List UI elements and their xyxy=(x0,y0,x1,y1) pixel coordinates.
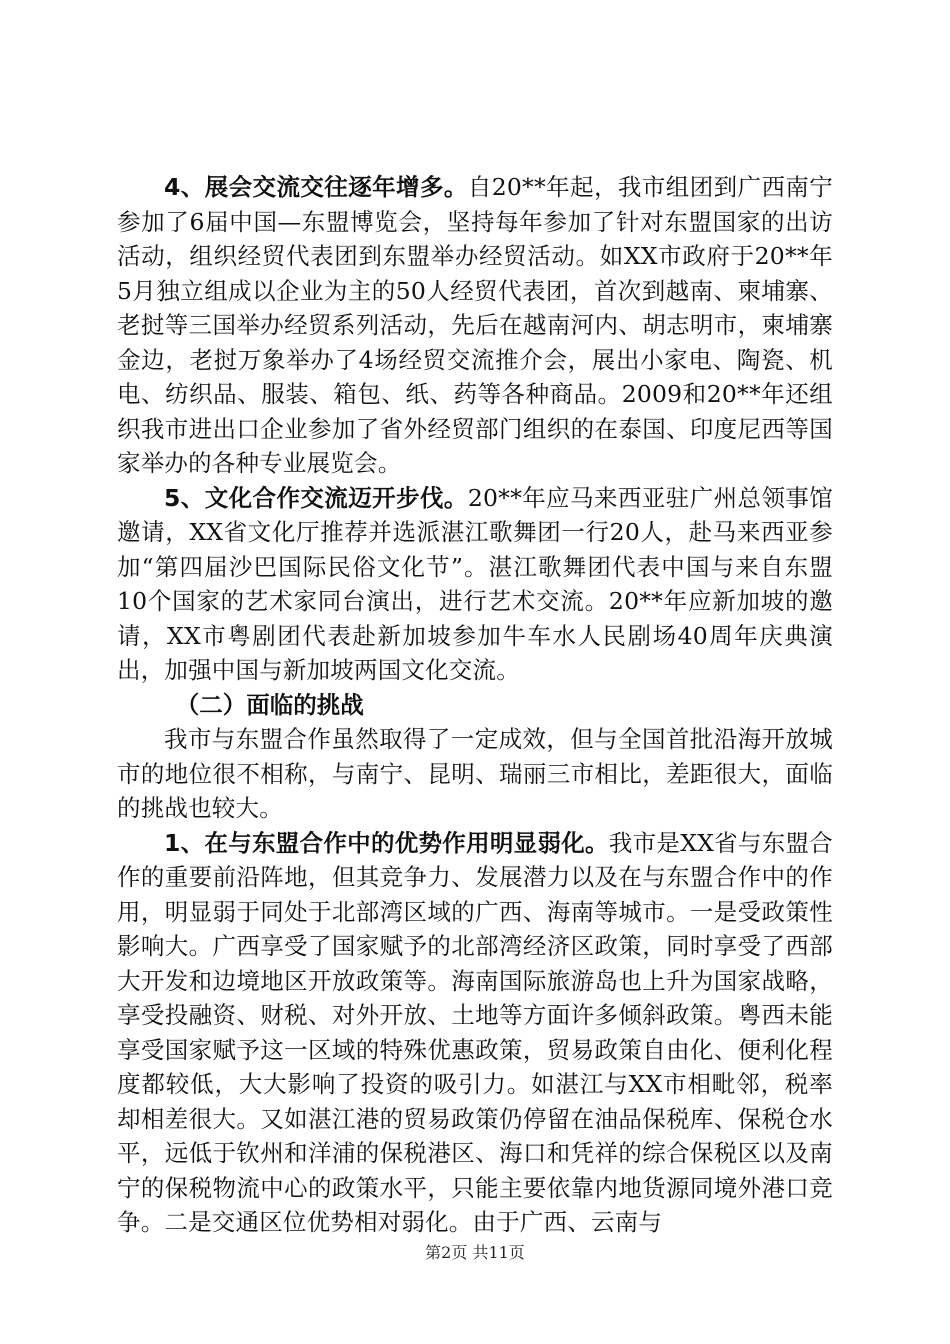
paragraph-text: 自20**年起，我市组团到广西南宁参加了6届中国—东盟博览会，坚持每年参加了针对东盟国家的出访活动，组织经贸代表团到东盟举办经贸活动。如XX市政府于20**年5月独立组成以企业为主的50人经贸代表团，首次到越南、柬埔寨、老挝等三国举办经贸系列活动，先后在越南河内、胡志明市，柬埔寨金边，老挝万象举办了4场经贸交流推介会，展出小家电、陶瓷、机电、纺织品、服装、箱包、纸、药等各种商品。2009和20**年还组织我市进出口企业参加了省外经贸部门组织的在泰国、印度尼西等国家举办的各种专业展览会。 xyxy=(117,173,833,477)
paragraph-lead: 4、展会交流交往逐年增多。 xyxy=(164,173,468,201)
paragraph-intro: 我市与东盟合作虽然取得了一定成效，但与全国首批沿海开放城市的地位很不相称，与南宁、昆明、瑞丽三市相比，差距很大，面临的挑战也较大。 xyxy=(117,725,833,822)
page-footer: 第2页 共11页 xyxy=(425,1243,525,1262)
document-body xyxy=(117,170,833,1240)
paragraph-advantage-weakening xyxy=(117,826,833,1240)
paragraph-culture-exchange xyxy=(117,481,833,688)
paragraph-lead: 1、在与东盟合作中的优势作用明显弱化。 xyxy=(164,828,609,857)
section-heading: （二）面临的挑战 xyxy=(175,690,364,719)
paragraph-text: 20**年应马来西亚驻广州总领事馆邀请，XX省文化厅推荐并选派湛江歌舞团一行20人，赴马来西亚参加“第四届沙巴国际民俗文化节”。湛江歌舞团代表中国与来自东盟10个国家的艺术家同台演出，进行艺术交流。20**年应新加坡的邀请，XX市粤剧团代表赴新加坡参加牛车水人民剧场40周年庆典演出，加强中国与新加坡两国文化交流。 xyxy=(117,483,833,684)
paragraph-lead: 5、文化合作交流迈开步伐。 xyxy=(164,483,468,512)
paragraph-exhibition-exchange xyxy=(117,170,833,481)
paragraph-text: 我市是XX省与东盟合作的重要前沿阵地，但其竞争力、发展潜力以及在与东盟合作中的作用，明显弱于同处于北部湾区域的广西、海南等城市。一是受政策性影响大。广西享受了国家赋予的北部湾经济区政策，同时享受了西部大开发和边境地区开放政策等。海南国际旅游岛也上升为国家战略，享受投融资、财税、对外开放、土地等方面许多倾斜政策。粤西未能享受国家赋予这一区域的特殊优惠政策，贸易政策自由化、便利化程度都较低，大大影响了投资的吸引力。如湛江与XX市相毗邻，税率却相差很大。又如湛江港的贸易政策仍停留在油品保税库、保税仓水平，远低于钦州和洋浦的保税港区、海口和凭祥的综合保税区以及南宁的保税物流中心的政策水平，只能主要依靠内地货源同境外港口竞争。二是交通区位优势相对弱化。由于广西、云南与 xyxy=(117,828,833,1236)
